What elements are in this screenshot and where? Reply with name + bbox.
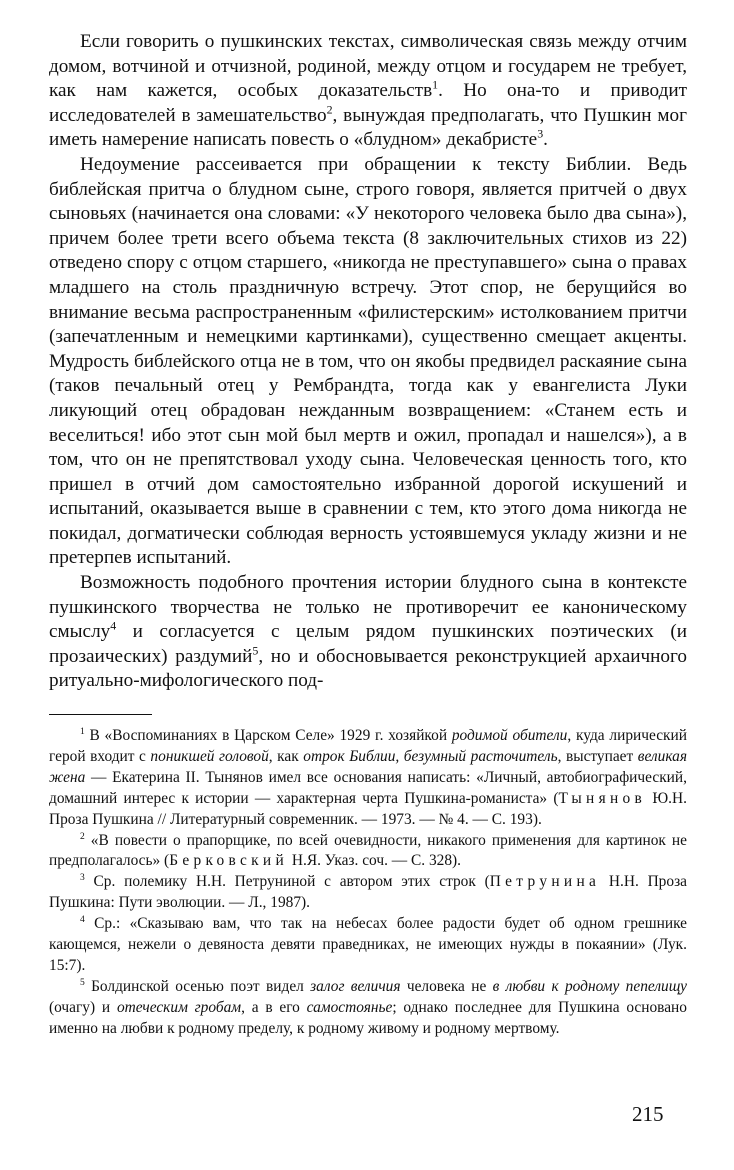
book-page: [49, 30, 687, 1040]
footnote-ref-4[interactable]: 4: [110, 618, 117, 633]
paragraph-1: Если говорить о пушкинских текстах, символическая связь между отчим домом, вотчиной и отчизной, родиной, между отцом и государем не требует, как нам кажется, особых доказательств$^1$. Но она-то и приводит исследователей в замешательство$^2$, вынуждая предполагать, что Пушкин мог иметь намерение написать повесть о «блудном» декабристе$^3$.: [49, 31, 688, 151]
footnote-3: $^3$ Ср. полемику Н.Н. Петруниной с автором этих строк (Петрунина Н.Н. Проза Пушкина: Пути эволюции. — Л., 1987).: [49, 872, 687, 912]
footnote-ref-2[interactable]: 2: [326, 102, 333, 117]
footnote-ref-5[interactable]: 5: [252, 643, 259, 658]
footnote-5: $^5$ Болдинской осенью поэт видел залог величия человека не в любви к родному пепелищу (очагу) и отеческим гробам, а в его самостоянье; однако последнее для Пушкина основано именно на любви к родному пределу, к родному живому и родному мертвому.: [49, 976, 687, 1037]
paragraph-2: Недоумение рассеивается при обращении к тексту Библии. Ведь библейская притча о блудном сыне, строго говоря, является притчей о двух сыновьях (начинается она словами: «У некоторого человека было два сына»), причем более трети всего объема текста (8 заключительных стихов из 22) отведено спору с отцом старшего, «никогда не преступавшего» сына о правах младшего на столь праздничную встречу. Этот спор, не берущийся во внимание весьма распространенным «филистерским» истолкованием притчи (запечатленным и немецкими картинками), существенно смещает акценты. Мудрость библейского отца не в том, что он якобы предвидел раскаяние сына (таков печальный отец у Рембрандта, тогда как у евангелиста Луки ликующий отец обрадован нежданным возвращением: «Станем есть и веселиться! ибо этот сын мой был мертв и ожил, пропадал и нашелся»), а в том, что он не препятствовал уходу сына. Человеческая ценность того, кто пришел в отчий дом самостоятельно избранной дорогой искушений и испытаний, оказывается выше в сравнении с тем, кто этого дома никогда не покидал, догматически соблюдая верность устоявшемуся укладу жизни и не претерпев испытаний.: [49, 153, 687, 569]
footnote-ref-1[interactable]: 1: [432, 77, 439, 92]
footnote-divider: [49, 714, 152, 715]
main-text: [49, 30, 687, 694]
page-number: 215: [632, 1102, 664, 1126]
footnote-4: $^4$ Ср.: «Сказываю вам, что так на небесах более радости будет об одном грешнике кающемся, нежели о девяноста девяти праведниках, не имеющих нужды в покаянии» (Лук. 15:7).: [49, 914, 687, 974]
footnote-ref-3[interactable]: 3: [537, 126, 544, 141]
footnote-2: $^2$ «В повести о прапорщике, по всей очевидности, никакого применения для картинок не предполагалось» (Берковский Н.Я. Указ. соч. — С. 328).: [49, 830, 687, 870]
paragraph-3: Возможность подобного прочтения истории блудного сына в контексте пушкинского творчества не только не противоречит ее каноническому смыслу$^4$ и согласуется с целым рядом пушкинских поэтических (и прозаических) раздумий$^5$, но и обосновывается реконструкцией архаичного ритуально-мифологического под-: [49, 572, 687, 692]
footnotes: [49, 726, 687, 1040]
footnote-1: $^1$ В «Воспоминаниях в Царском Селе» 1929 г. хозяйкой родимой обители, куда лирический герой входит с поникшей головой, как отрок Библии, безумный расточитель, выступает великая жена — Екатерина II. Тынянов имел все основания написать: «Личный, автобиографический, домашний интерес к истории — характерная черта Пушкина-романиста» (Тынянов Ю.Н. Проза Пушкина // Литературный современник. — 1973. — № 4. — С. 193).: [49, 725, 687, 828]
